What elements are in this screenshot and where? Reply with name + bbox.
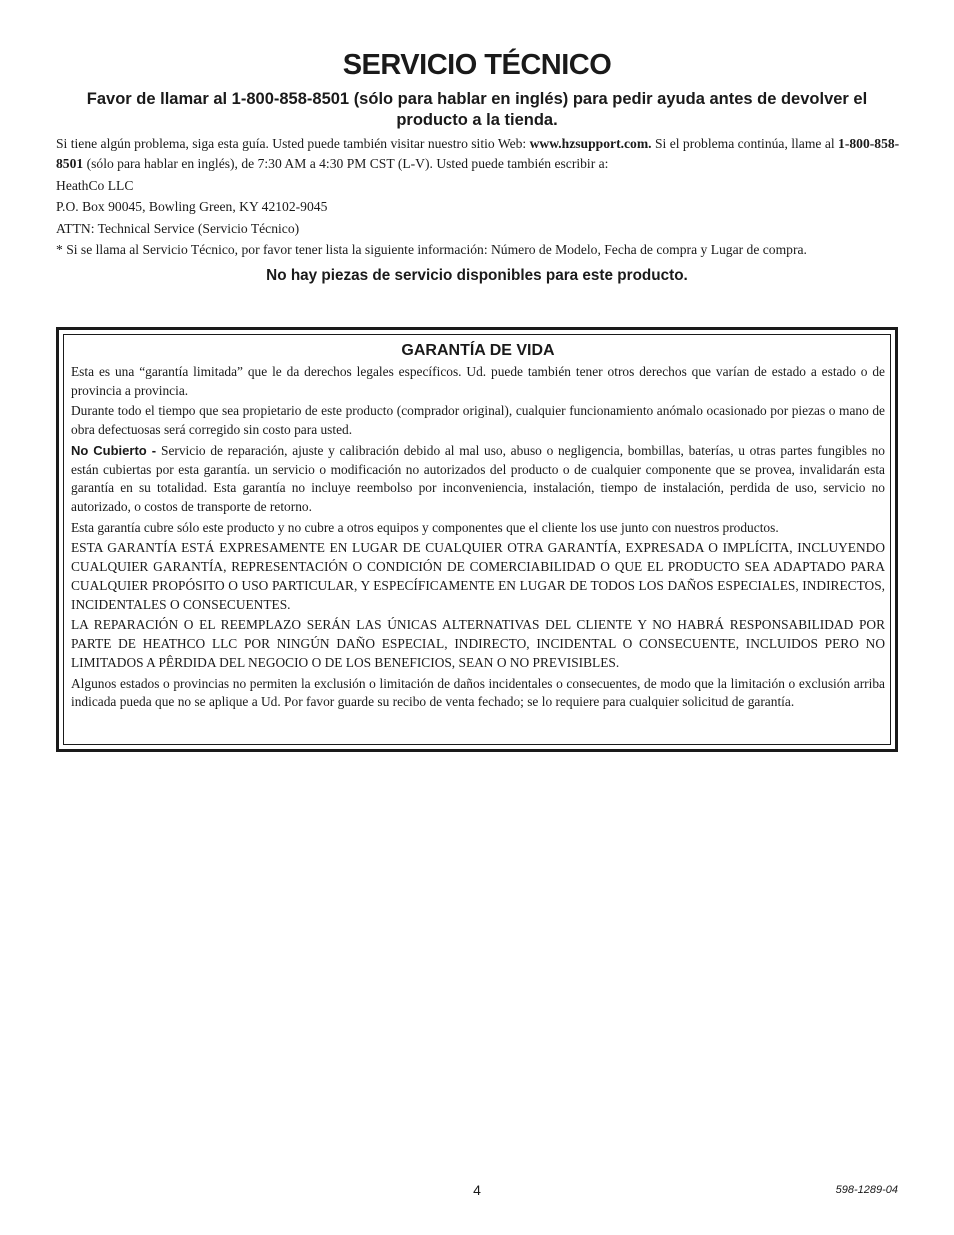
- intro-text-b: Si el problema continúa, llame al: [651, 136, 839, 151]
- warranty-paragraph-6: LA REPARACIÓN O EL REEMPLAZO SERÁN LAS ÚNICAS ALTERNATIVAS DEL CLIENTE Y NO HABRÁ RESPONSABILIDAD POR PARTE DE HEATHCO LLC POR NINGÚN DAÑO ESPECIAL, INDIRECTO, INCIDENTAL O CONSECUENTE, INCLUIDOS PERO NO LIMITADOS A PÊRDIDA DEL NEGOCIO O DE LOS BENEFICIOS, SEAN O NO PREVISIBLES.: [71, 617, 885, 671]
- attn-line: ATTN: Technical Service (Servicio Técnico): [56, 220, 300, 236]
- intro-text-a: Si tiene algún problema, siga esta guía. Usted puede también visitar nuestro sitio Web:: [56, 136, 530, 151]
- warranty-paragraph-4: Esta garantía cubre sólo este producto y no cubre a otros equipos y componentes que el cliente los use junto con nuestros productos.: [71, 519, 779, 535]
- warranty-box: [56, 327, 898, 752]
- page-title: SERVICIO TÉCNICO: [342, 49, 612, 81]
- phone-number: 1-800-858-8501: [56, 136, 900, 171]
- website-link[interactable]: www.hzsupport.com.: [529, 136, 652, 151]
- warranty-inner-frame: [63, 334, 891, 745]
- intro-section: [56, 134, 901, 262]
- document-number: 598-1289-04: [835, 1184, 898, 1196]
- service-note: * Si se llama al Servicio Técnico, por favor tener lista la siguiente información: Número de Modelo, Fecha de compra y Lugar de compra.: [56, 242, 807, 257]
- not-covered-text: Servicio de reparación, ajuste y calibración debido al mal uso, abuso o negligencia, bombillas, baterías, u otras partes fungibles no están cubiertas por esta garantía. un servicio o modificación no autorizados del producto o de cualquier componente que se provea, invalidarán esta garantía en su totalidad. Esta garantía no incluye reembolso por inconveniencia, instalación, tiempo de instalación, perdida de uso, servicio no autorizado, o costos de transporte de retorno.: [71, 442, 885, 515]
- not-covered-label: No Cubierto -: [71, 442, 161, 458]
- intro-paragraph: [56, 134, 901, 174]
- no-parts-notice: No hay piezas de servicio disponibles para este producto.: [266, 267, 688, 284]
- warranty-paragraph-3: [71, 442, 885, 518]
- warranty-paragraph-2: Durante todo el tiempo que sea propietario de este producto (comprador original), cualquier funcionamiento anómalo ocasionado por piezas o mano de obra defectuosas será corregido sin costo para usted.: [71, 403, 885, 438]
- warranty-heading: GARANTÍA DE VIDA: [401, 342, 555, 359]
- warranty-paragraph-1: Esta es una “garantía limitada” que le da derechos legales específicos. Ud. puede también tener otros derechos que varían de estado a estado o de provincia a provincia.: [71, 364, 885, 398]
- warranty-body: [71, 363, 885, 712]
- company-name: HeathCo LLC: [56, 177, 134, 193]
- mailing-address: P.O. Box 90045, Bowling Green, KY 42102-9045: [56, 199, 328, 214]
- warranty-paragraph-5: ESTA GARANTÍA ESTÁ EXPRESAMENTE EN LUGAR DE CUALQUIER OTRA GARANTÍA, EXPRESADA O IMPLÍCITA, INCLUYENDO CUALQUIER GARANTÍA, REPRESENTACIÓN O CONDICIÓN DE COMERCIABILIDAD O QUE EL PRODUCTO SEA ADAPTADO PARA CUALQUIER PROPÓSITO O USO PARTICULAR, Y ESPECÍFICAMENTE EN LUGAR DE TODOS LOS DAÑOS ESPECIALES, INDIRECTOS, INCIDENTALES O CONSECUENTES.: [71, 540, 885, 612]
- warranty-paragraph-7: Algunos estados o provincias no permiten la exclusión o limitación de daños incidentales o consecuentes, de modo que la limitación o exclusión arriba indicada pueda que no se aplique a Ud. Por favor guarde su recibo de venta fechado; se lo requiere para cualquier solicitud de garantía.: [71, 675, 885, 710]
- intro-text-c: (sólo para hablar en inglés), de 7:30 AM a 4:30 PM CST (L-V). Usted puede también escribir a:: [83, 156, 609, 171]
- page-number: 4: [473, 1182, 481, 1198]
- page-subtitle: Favor de llamar al 1-800-858-8501 (sólo para hablar en inglés) para pedir ayuda antes de devolver el producto a la tienda.: [86, 90, 868, 129]
